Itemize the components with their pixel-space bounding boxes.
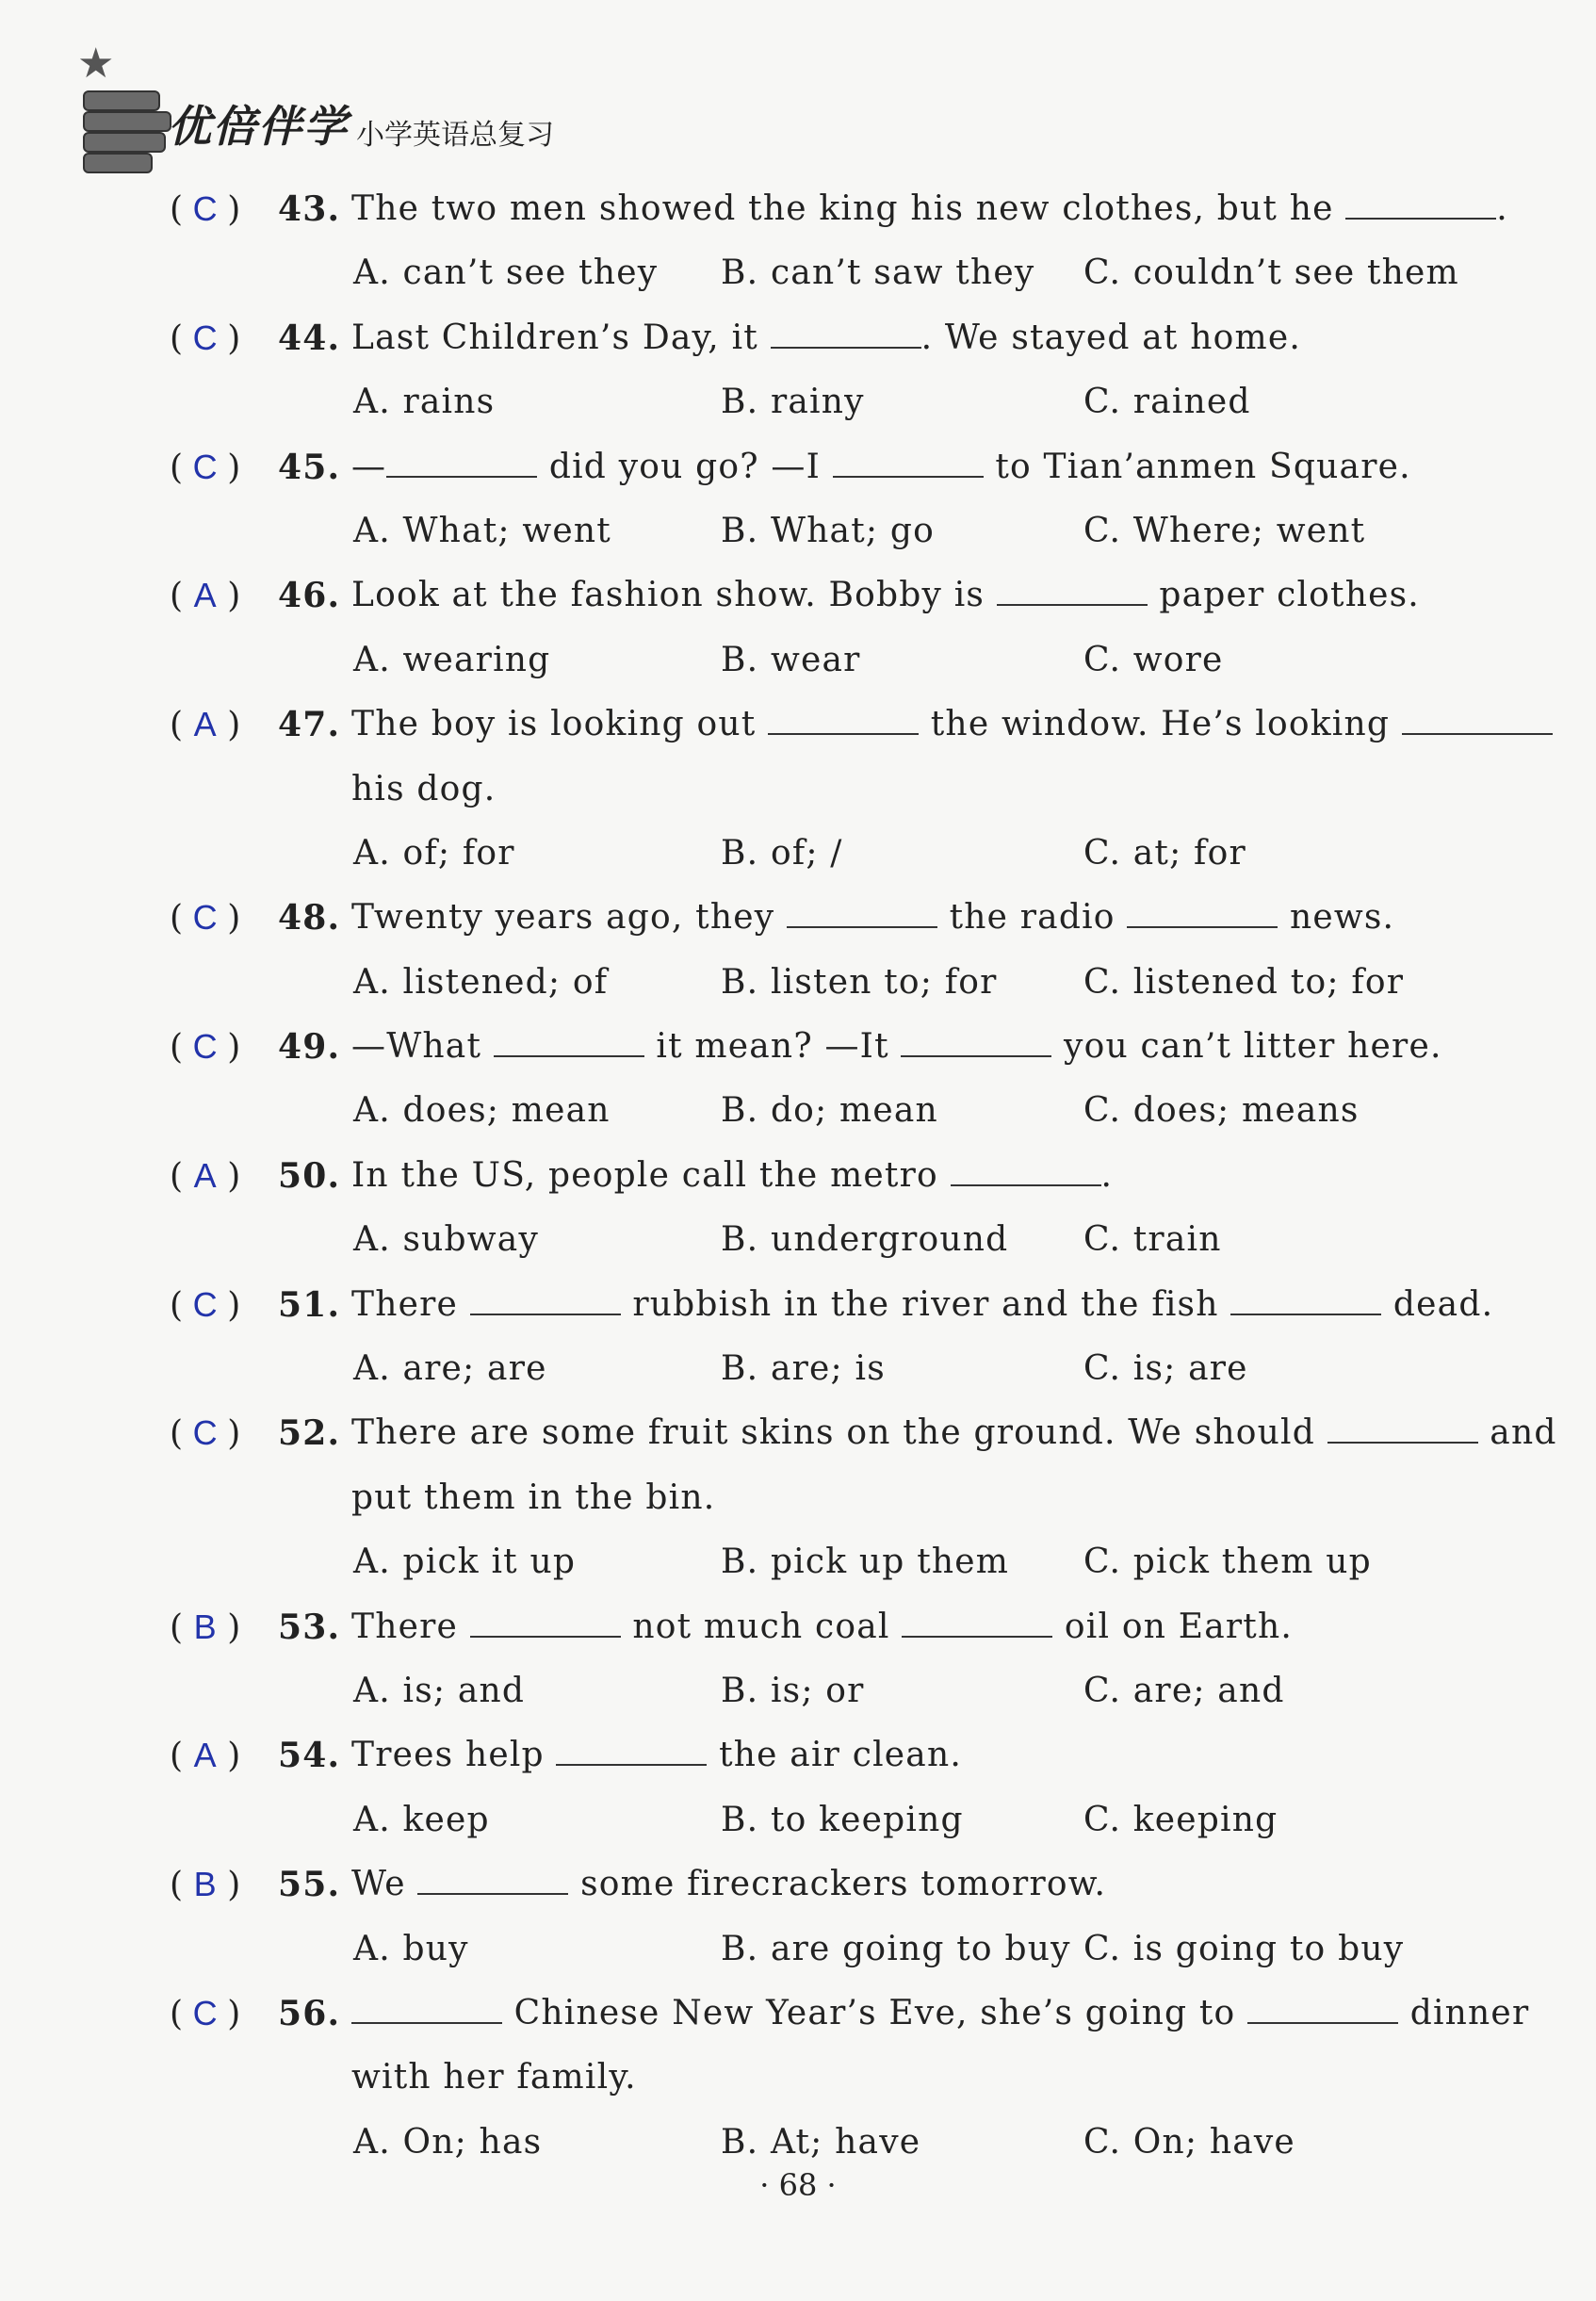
question-text-segment: with her family. xyxy=(351,2058,637,2097)
answer-blank xyxy=(1402,705,1553,735)
option-a: A. keep xyxy=(353,1800,490,1839)
question-text-segment: the window. He’s looking xyxy=(919,705,1402,744)
option-c: C. does; means xyxy=(1083,1091,1360,1131)
question-text-segment: paper clothes. xyxy=(1147,576,1420,615)
question-text-segment: news. xyxy=(1278,898,1395,938)
question-item xyxy=(170,886,1489,1015)
question-text-segment: did you go? —I xyxy=(537,447,833,486)
options-line xyxy=(170,241,1489,305)
options-line xyxy=(170,1079,1489,1143)
question-text-segment: it mean? —It xyxy=(643,1027,902,1067)
option-a: A. can’t see they xyxy=(353,253,659,293)
question-text-segment: We xyxy=(351,1865,418,1904)
question-text xyxy=(351,306,1301,370)
answer-blank xyxy=(351,1994,502,2024)
question-item xyxy=(170,1144,1489,1273)
option-a: A. buy xyxy=(353,1929,469,1968)
option-c: C. rained xyxy=(1083,383,1251,422)
answer-letter: C xyxy=(192,1027,219,1067)
answer-letter: C xyxy=(192,1284,219,1324)
question-text-segment: . We stayed at home. xyxy=(920,318,1301,357)
option-a: A. rains xyxy=(353,383,496,422)
question-stem-line xyxy=(170,886,1489,950)
question-item xyxy=(170,435,1489,564)
answer-bracket: ( A ) xyxy=(170,1723,242,1788)
question-number: 45. xyxy=(278,447,341,487)
question-text-segment: to Tian’anmen Square. xyxy=(983,447,1411,486)
question-item xyxy=(170,1852,1489,1982)
question-number: 48. xyxy=(278,898,341,938)
question-text xyxy=(351,435,1411,499)
question-text-segment: . xyxy=(1100,1155,1114,1195)
options-line xyxy=(170,1918,1489,1982)
answer-blank xyxy=(494,1027,644,1057)
option-c: C. is; are xyxy=(1083,1349,1248,1389)
option-c: C. is going to buy xyxy=(1083,1929,1405,1968)
question-text-segment: Twenty years ago, they xyxy=(351,898,787,938)
option-b: B. At; have xyxy=(721,2122,921,2162)
question-text-segment: In the US, people call the metro xyxy=(351,1155,951,1195)
option-a: A. are; are xyxy=(353,1349,547,1389)
question-text-segment: The boy is looking out xyxy=(351,705,769,744)
question-number: 51. xyxy=(278,1284,341,1325)
page-header xyxy=(66,26,725,158)
options-line xyxy=(170,628,1489,693)
question-text xyxy=(351,1982,1529,2046)
answer-bracket: ( C ) xyxy=(170,1982,242,2047)
option-b: B. wear xyxy=(721,640,861,679)
question-text-segment: rubbish in the river and the fish xyxy=(620,1284,1231,1324)
options-line xyxy=(170,1208,1489,1272)
answer-letter: C xyxy=(192,1993,219,2032)
question-item xyxy=(170,306,1489,435)
answer-blank xyxy=(386,448,537,478)
option-b: B. can’t saw they xyxy=(721,253,1035,293)
option-c: C. keeping xyxy=(1083,1800,1278,1839)
answer-blank xyxy=(902,1607,1052,1638)
answer-blank xyxy=(470,1285,621,1315)
question-text xyxy=(351,886,1394,950)
question-text xyxy=(351,1723,962,1787)
question-item xyxy=(170,1273,1494,1402)
question-list xyxy=(170,177,1557,2175)
question-text xyxy=(351,177,1508,241)
question-number: 43. xyxy=(278,189,341,229)
option-c: C. On; have xyxy=(1083,2122,1295,2162)
question-text-segment: dead. xyxy=(1381,1284,1494,1324)
options-line xyxy=(170,499,1489,563)
question-stem-line xyxy=(170,1982,1530,2046)
question-text xyxy=(351,1401,1557,1465)
answer-blank xyxy=(1327,1413,1478,1444)
question-item xyxy=(170,693,1489,886)
answer-blank xyxy=(1345,189,1496,220)
option-c: C. train xyxy=(1083,1220,1222,1260)
question-text xyxy=(351,758,496,822)
question-text-segment: — xyxy=(351,447,387,486)
question-item xyxy=(170,1982,1530,2175)
question-text xyxy=(351,1144,1113,1208)
question-text-segment: —What xyxy=(351,1027,494,1067)
question-continuation-line xyxy=(170,1466,1489,1530)
options-line xyxy=(170,1530,1489,1594)
question-text xyxy=(351,1015,1442,1079)
question-text-segment: Look at the fashion show. Bobby is xyxy=(351,576,997,615)
question-text xyxy=(351,1273,1493,1337)
answer-blank xyxy=(1247,1994,1398,2024)
answer-blank xyxy=(901,1027,1051,1057)
answer-letter: B xyxy=(193,1865,218,1904)
answer-blank xyxy=(1230,1285,1381,1315)
question-stem-line xyxy=(170,177,1508,241)
answer-bracket: ( C ) xyxy=(170,177,242,242)
options-line xyxy=(170,370,1489,434)
option-b: B. listen to; for xyxy=(721,962,998,1002)
question-item xyxy=(170,563,1489,693)
answer-bracket: ( C ) xyxy=(170,1401,242,1466)
question-item xyxy=(170,1401,1557,1594)
option-b: B. What; go xyxy=(721,511,935,550)
answer-letter: C xyxy=(192,189,219,228)
page-number: · 68 · xyxy=(759,2167,837,2203)
answer-blank xyxy=(787,898,937,928)
option-a: A. subway xyxy=(353,1220,540,1260)
question-number: 56. xyxy=(278,1993,341,2033)
book-subtitle: 小学英语总复习 xyxy=(356,119,554,152)
option-c: C. listened to; for xyxy=(1083,962,1405,1002)
options-line xyxy=(170,951,1489,1015)
question-text-segment: oil on Earth. xyxy=(1052,1607,1294,1646)
question-text xyxy=(351,1595,1293,1659)
question-text-segment: There xyxy=(351,1607,470,1646)
question-stem-line xyxy=(170,306,1489,370)
answer-blank xyxy=(951,1156,1101,1186)
question-stem-line xyxy=(170,1015,1489,1079)
question-number: 55. xyxy=(278,1865,341,1905)
question-stem-line xyxy=(170,435,1489,499)
question-number: 47. xyxy=(278,705,341,745)
option-a: A. What; went xyxy=(353,511,611,550)
option-b: B. are; is xyxy=(721,1349,886,1389)
question-text-segment: you can’t litter here. xyxy=(1051,1027,1442,1067)
answer-bracket: ( B ) xyxy=(170,1595,242,1660)
answer-letter: B xyxy=(193,1607,218,1646)
answer-letter: C xyxy=(192,898,219,938)
options-line xyxy=(170,2111,1489,2175)
answer-blank xyxy=(768,705,919,735)
question-text-segment: dinner xyxy=(1398,1993,1530,2032)
question-text-segment: some firecrackers tomorrow. xyxy=(568,1865,1107,1904)
question-item xyxy=(170,1595,1489,1724)
option-c: C. at; for xyxy=(1083,833,1246,873)
question-stem-line xyxy=(170,563,1489,628)
options-line xyxy=(170,1788,1489,1852)
question-text xyxy=(351,1466,715,1530)
option-c: C. Where; went xyxy=(1083,511,1366,550)
answer-letter: C xyxy=(192,1413,219,1453)
star-icon: ★ xyxy=(77,40,115,88)
question-text-segment: Last Children’s Day, it xyxy=(351,318,771,357)
question-text-segment: There are some fruit skins on the ground. We should xyxy=(351,1413,1327,1453)
question-stem-line xyxy=(170,1595,1489,1659)
answer-letter: C xyxy=(192,447,219,486)
answer-bracket: ( C ) xyxy=(170,435,242,500)
question-number: 54. xyxy=(278,1736,341,1776)
question-number: 44. xyxy=(278,318,341,358)
question-text-segment: the air clean. xyxy=(707,1736,962,1775)
option-c: C. wore xyxy=(1083,640,1224,679)
question-item xyxy=(170,1723,1489,1852)
question-text-segment: not much coal xyxy=(620,1607,903,1646)
option-b: B. are going to buy xyxy=(721,1929,1071,1968)
option-b: B. of; / xyxy=(721,833,843,873)
question-text xyxy=(351,693,1553,757)
option-a: A. wearing xyxy=(353,640,551,679)
option-a: A. pick it up xyxy=(353,1542,577,1582)
options-line xyxy=(170,822,1489,886)
answer-letter: A xyxy=(193,705,218,744)
question-number: 53. xyxy=(278,1607,341,1647)
option-b: B. is; or xyxy=(721,1671,865,1710)
question-text-segment: the radio xyxy=(936,898,1128,938)
option-b: B. rainy xyxy=(721,383,865,422)
question-text xyxy=(351,2046,637,2110)
option-c: C. are; and xyxy=(1083,1671,1285,1710)
answer-letter: A xyxy=(193,576,218,615)
question-stem-line xyxy=(170,1401,1557,1465)
answer-bracket: ( C ) xyxy=(170,306,242,371)
option-b: B. do; mean xyxy=(721,1091,938,1131)
answer-letter: A xyxy=(193,1155,218,1195)
question-number: 49. xyxy=(278,1027,341,1068)
answer-bracket: ( A ) xyxy=(170,1144,242,1209)
question-number: 52. xyxy=(278,1413,341,1454)
option-a: A. On; has xyxy=(353,2122,543,2162)
answer-blank xyxy=(1127,898,1278,928)
answer-bracket: ( A ) xyxy=(170,563,242,628)
answer-bracket: ( C ) xyxy=(170,886,242,951)
question-stem-line xyxy=(170,1723,1489,1787)
question-text xyxy=(351,1852,1106,1917)
answer-blank xyxy=(470,1607,621,1638)
question-continuation-line xyxy=(170,758,1489,822)
answer-blank xyxy=(556,1736,707,1766)
question-number: 46. xyxy=(278,576,341,616)
answer-bracket: ( C ) xyxy=(170,1015,242,1080)
question-continuation-line xyxy=(170,2046,1489,2110)
question-text-segment: and xyxy=(1477,1413,1557,1453)
question-text-segment: There xyxy=(351,1284,470,1324)
option-b: B. to keeping xyxy=(721,1800,964,1839)
option-c: C. couldn’t see them xyxy=(1083,253,1459,293)
option-a: A. does; mean xyxy=(353,1091,611,1131)
question-stem-line xyxy=(170,1852,1489,1917)
option-a: A. listened; of xyxy=(353,962,609,1002)
question-stem-line xyxy=(170,1273,1494,1337)
question-text-segment: his dog. xyxy=(351,769,497,808)
answer-letter: C xyxy=(192,318,219,357)
question-text-segment: Trees help xyxy=(351,1736,557,1775)
options-line xyxy=(170,1337,1489,1401)
option-c: C. pick them up xyxy=(1083,1542,1372,1582)
question-text-segment: put them in the bin. xyxy=(351,1477,716,1517)
answer-letter: A xyxy=(193,1736,218,1775)
question-text-segment: Chinese New Year’s Eve, she’s going to xyxy=(502,1993,1248,2032)
question-item xyxy=(170,177,1508,306)
question-text-segment: . xyxy=(1496,189,1508,228)
option-a: A. of; for xyxy=(353,833,515,873)
question-number: 50. xyxy=(278,1155,341,1196)
options-line xyxy=(170,1659,1489,1723)
option-a: A. is; and xyxy=(353,1671,526,1710)
question-stem-line xyxy=(170,693,1489,757)
answer-blank xyxy=(997,576,1148,606)
question-text xyxy=(351,563,1420,628)
book-title: 优倍伴学 xyxy=(168,101,349,152)
answer-blank xyxy=(833,448,984,478)
option-b: B. underground xyxy=(721,1220,1009,1260)
option-b: B. pick up them xyxy=(721,1542,1010,1582)
answer-bracket: ( A ) xyxy=(170,693,242,758)
answer-bracket: ( C ) xyxy=(170,1273,242,1338)
logo-pencils-icon xyxy=(66,40,170,158)
question-item xyxy=(170,1015,1489,1144)
answer-blank xyxy=(417,1865,568,1895)
answer-blank xyxy=(771,318,921,349)
question-text-segment: The two men showed the king his new clothes, but he xyxy=(351,189,1346,228)
answer-bracket: ( B ) xyxy=(170,1852,242,1918)
question-stem-line xyxy=(170,1144,1489,1208)
